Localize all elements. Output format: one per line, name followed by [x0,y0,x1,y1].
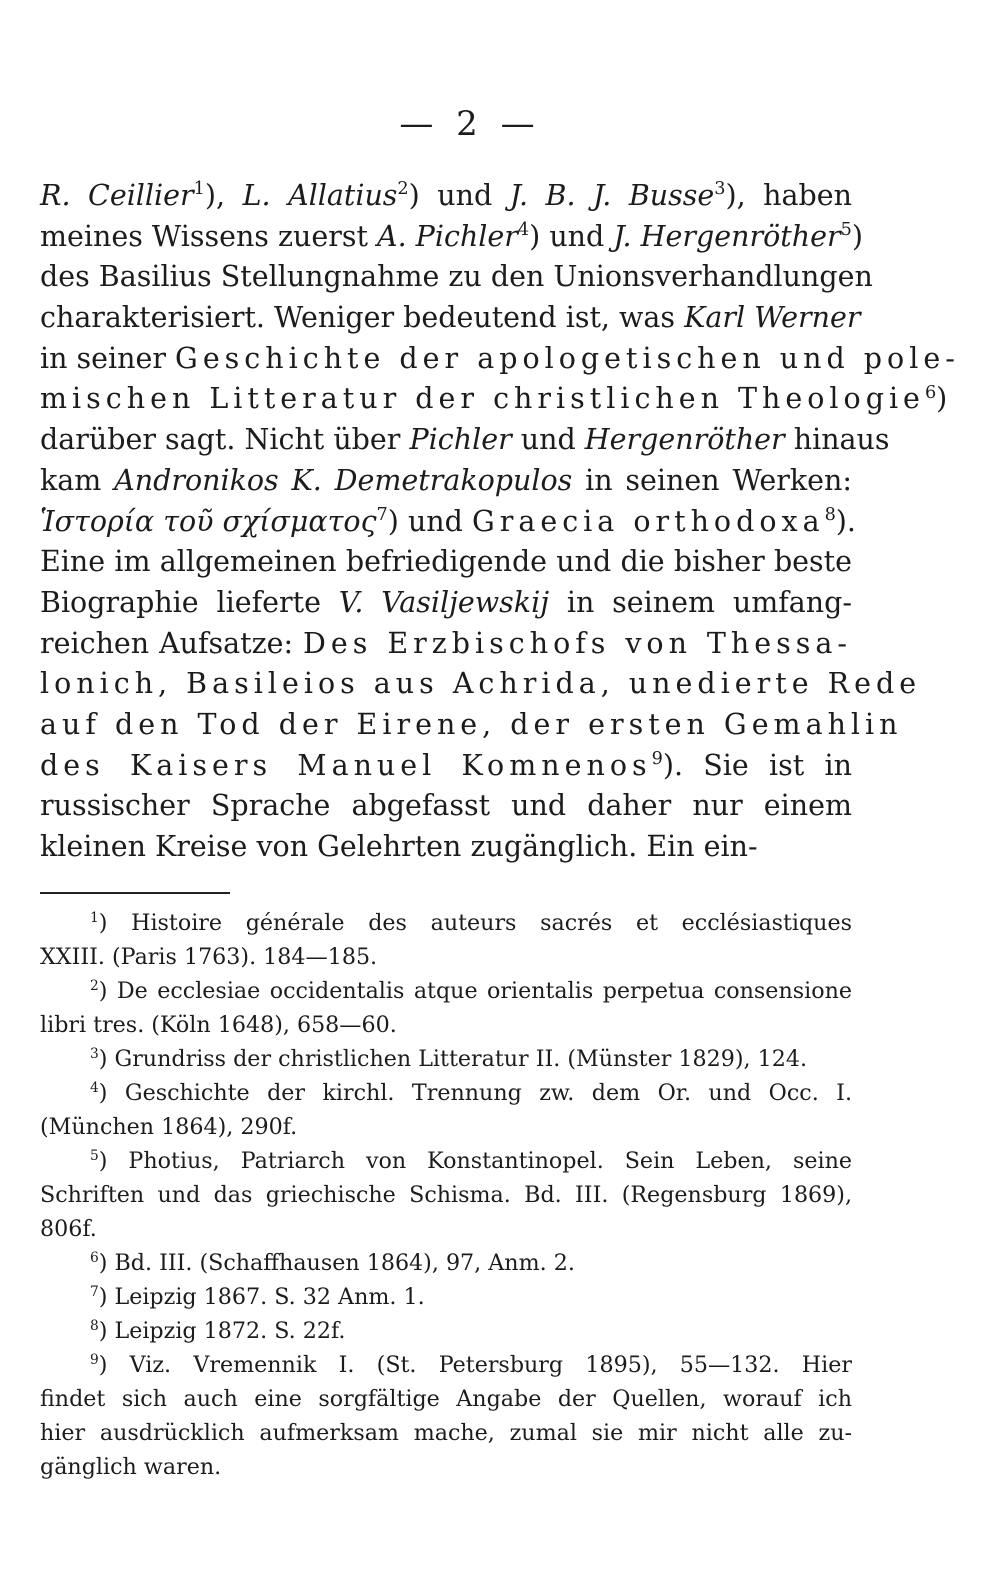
footnote-mark: 8 [90,1317,99,1334]
text-run: kam [40,463,115,497]
spaced-title: Geschichte der apologetischen und pole- [175,341,960,375]
text-run: meines Wissens zuerst [40,219,377,253]
footnote-text: XXIII. (Paris 1763). 184—185. [40,944,378,970]
text-line [40,461,852,502]
footnote-text: Histoire générale des auteurs sacrés et ecclésiastiques [131,910,852,936]
footnote-mark: 6 [90,1249,99,1266]
footnote-text: Photius, Patriarch von Konstantinopel. Sein Leben, seine [128,1148,852,1174]
text-line [40,420,890,461]
text-run: ), [204,179,243,212]
author-name: L. Allatius [242,179,398,212]
text-line [40,583,852,624]
footnote-mark: 1 [90,909,99,926]
footnote-ref: 3 [714,179,726,200]
text-line: auf den Tod der Eirene, der ersten Gemahlin [40,707,903,741]
spaced-title: Graecia orthodoxa [471,504,825,538]
footnote-mark: 7 [90,1283,99,1300]
author-name: R. Ceillier [40,179,194,212]
footnote-line: $^6$) Bd. III. (Schaffhausen 1864), 97, Anm. 2. [90,1249,575,1276]
footnote-text: Schriften und das griechische Schisma. Bd. III. (Regensburg 1869), [40,1182,852,1208]
author-name: Karl Werner [684,301,861,335]
text-run: ) [851,219,863,253]
text-run: charakterisiert. Weniger bedeutend ist, was [40,301,685,335]
footnote-ref: 1 [193,179,205,200]
text-run: ), haben [725,179,852,212]
author-name: Hergenröther [584,423,785,457]
text-line: des Basilius Stellungnahme zu den Unionsverhandlungen [40,260,873,294]
footnote-text: libri tres. (Köln 1648), 658—60. [40,1012,397,1038]
text-line [40,298,861,339]
text-line [40,339,960,380]
footnote-ref: 7 [376,504,388,525]
footnote-line [40,1110,852,1144]
spaced-title: des Kaisers Manuel Komnenos [40,748,652,782]
text-run: ). [835,504,856,538]
footnote-text: 806f. [40,1216,97,1242]
spaced-title: mischen Litteratur der christlichen Theologie [40,382,925,416]
footnote-line: $^7$) Leipzig 1867. S. 32 Anm. 1. [90,1283,425,1310]
footnote-text: Leipzig 1872. S. 22f. [114,1318,346,1344]
text-run: ) und [529,219,614,253]
text-run: und [511,423,585,457]
footnote-line: $^2$) De ecclesiae occidentalis atque orientalis perpetua consensione [90,977,852,1004]
footnote-line: $^1$) Histoire générale des auteurs sacrés et ecclésiastiques [90,909,852,936]
footnote-ref: 4 [517,220,530,241]
text-run: in seinem umfang- [549,585,852,619]
text-run: ) und [387,504,472,538]
footnote-line [40,1178,852,1212]
main-text [40,176,960,868]
footnote-line: $^8$) Leipzig 1872. S. 22f. [90,1317,346,1344]
footnote-ref: 5 [840,220,852,241]
footnote-mark: 4 [90,1079,99,1096]
footnote-text: Bd. III. (Schaffhausen 1864), 97, Anm. 2. [114,1250,575,1276]
text-run: hinaus [784,423,890,457]
footnote-text: Viz. Vremennik I. (St. Petersburg 1895), 55—132. Hier [129,1352,852,1378]
author-name: V. Vasiljewskij [338,585,550,619]
footnote-ref: 6 [924,382,937,403]
footnotes [40,906,852,1484]
author-name: Pichler [409,423,512,457]
footnote-line: $^4$) Geschichte der kirchl. Trennung zw. dem Or. und Occ. I. [90,1079,852,1106]
footnote-ref: 2 [397,179,409,200]
footnote-mark: 3 [90,1045,99,1062]
footnote-line: $^3$) Grundriss der christlichen Litteratur II. (Münster 1829), 124. [90,1045,808,1072]
text-line [40,176,852,217]
footnote-line [40,1008,852,1042]
spaced-title: Des Erzbischofs von Thessa- [303,626,852,660]
footnote-line [40,1416,852,1450]
footnote-line [40,1212,852,1246]
text-line [40,746,852,787]
footnote-line: $^5$) Photius, Patriarch von Konstantinopel. Sein Leben, seine [90,1147,852,1174]
footnote-text: Geschichte der kirchl. Trennung zw. dem Or. und Occ. I. [124,1080,852,1106]
footnote-line [40,1450,852,1484]
text-run: ) und [408,179,510,212]
text-run: Biographie lieferte [40,585,339,619]
text-line: kleinen Kreise von Gelehrten zugänglich. Ein ein- [40,830,758,863]
text-run: reichen Aufsatze: [40,626,304,660]
text-line [40,379,948,420]
footnote-text: findet sich auch eine sorgfältige Angabe der Quellen, worauf ich [40,1386,852,1412]
text-run: darüber sagt. Nicht über [40,423,410,457]
footnote-text: gänglich waren. [40,1454,222,1480]
footnote-ref: 9 [651,749,663,770]
footnote-line [40,940,852,974]
footnote-mark: 2 [90,977,99,994]
text-line [40,502,856,543]
footnote-text: (München 1864), 290f. [40,1114,298,1140]
text-line: russischer Sprache abgefasst und daher nur einem [40,789,852,823]
text-line: lonich, Basileios aus Achrida, unedierte Rede [40,667,922,701]
footnote-mark: 9 [90,1351,99,1368]
footnote-text: Grundriss der christlichen Litteratur II. (Münster 1829), 124. [114,1046,808,1072]
footnote-text: Leipzig 1867. S. 32 Anm. 1. [114,1284,425,1310]
page-number: — 2 — [399,104,541,144]
text-line: Eine im allgemeinen befriedigende und die bisher beste [40,545,852,579]
author-name: J. Hergenröther [613,219,841,253]
footnote-line [40,1382,852,1416]
footnote-divider [40,892,230,894]
text-run: ). Sie ist in [662,748,852,782]
footnote-text: hier ausdrücklich aufmerksam mache, zumal sie mir nicht alle zu- [40,1420,852,1446]
footnote-mark: 5 [90,1147,99,1164]
footnote-line: $^9$) Viz. Vremennik I. (St. Petersburg 1895), 55—132. Hier [90,1351,852,1378]
author-name: A. Pichler [376,219,518,253]
text-run: in seinen Werken: [572,463,852,497]
greek-title: Ἱστορία τοῦ σχίσματος [40,504,377,538]
author-name: Andronikos K. Demetrakopulos [114,463,573,497]
text-line [40,217,863,258]
author-name: J. B. J. Busse [509,179,715,212]
text-run: in seiner [40,341,176,375]
text-run: ) [936,382,948,416]
footnote-text: De ecclesiae occidentalis atque orientalis perpetua consensione [116,978,852,1004]
footnote-ref: 8 [824,504,836,525]
text-line [40,624,852,665]
